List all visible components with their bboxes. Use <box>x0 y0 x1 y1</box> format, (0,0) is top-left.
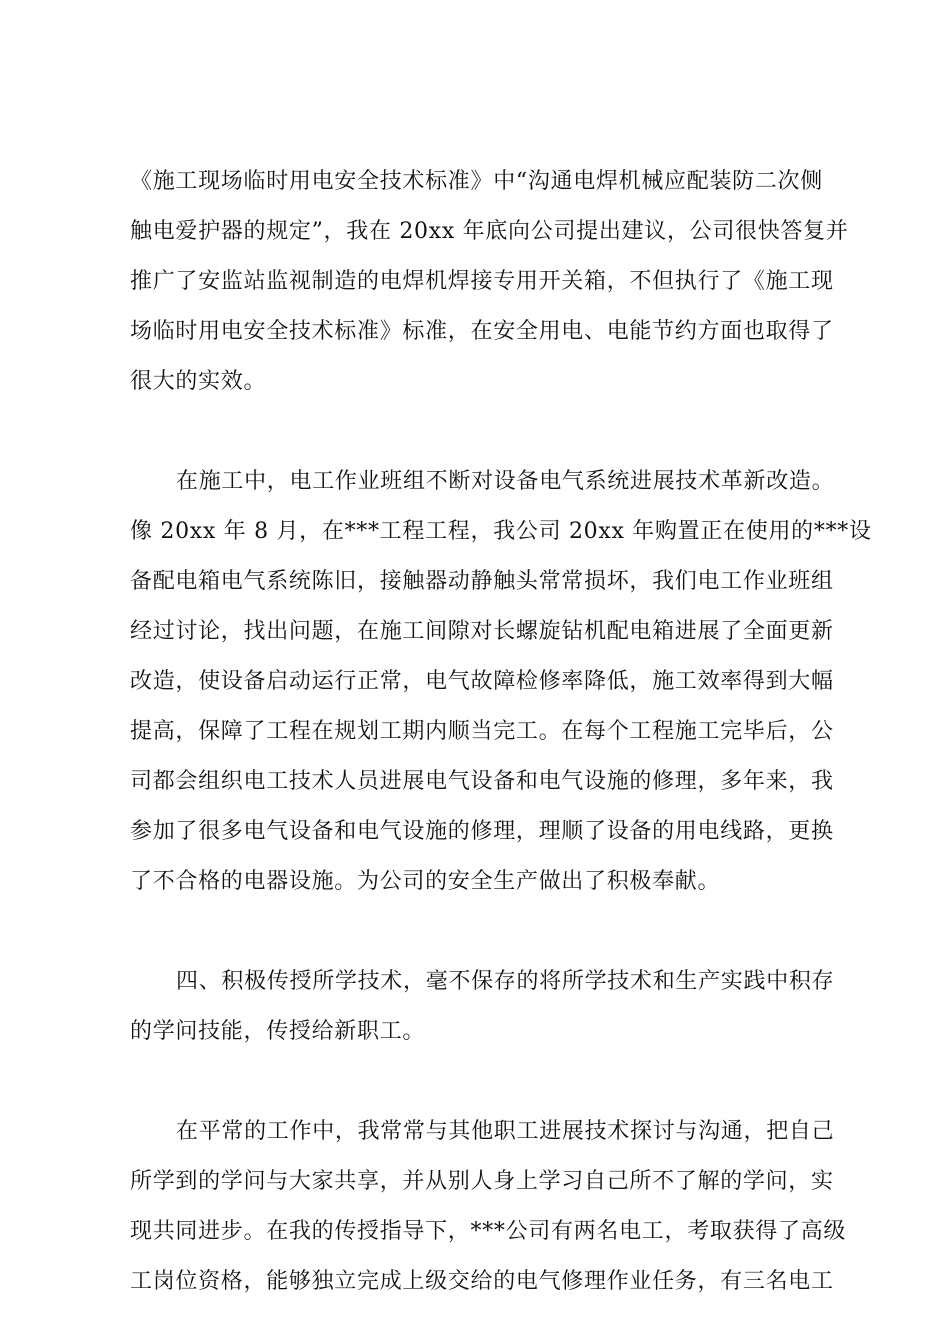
paragraph-line: 经过讨论，找出问题，在施工间隙对长螺旋钻机配电箱进展了全面更新 <box>130 619 834 644</box>
paragraph-line: 触电爱护器的规定”，我在 20xx 年底向公司提出建议，公司很快答复并 <box>130 219 849 244</box>
paragraph-line: 改造，使设备启动运行正常，电气故障检修率降低，施工效率得到大幅 <box>130 669 834 694</box>
paragraph-1 <box>130 157 849 407</box>
paragraph-3 <box>130 957 835 1057</box>
paragraph-line: 推广了安监站监视制造的电焊机焊接专用开关箱，不但执行了《施工现 <box>130 269 834 294</box>
paragraph-line: 现共同进步。在我的传授指导下，***公司有两名电工，考取获得了高级 <box>130 1219 847 1244</box>
paragraph-line: 很大的实效。 <box>130 369 267 394</box>
paragraph-line: 四、积极传授所学技术，毫不保存的将所学技术和生产实践中积存 <box>176 969 835 994</box>
document-body <box>130 157 872 1307</box>
paragraph-line: 备配电箱电气系统陈旧，接触器动静触头常常损坏，我们电工作业班组 <box>130 569 834 594</box>
paragraph-line: 像 20xx 年 8 月，在***工程工程，我公司 20xx 年购置正在使用的***设 <box>130 519 872 544</box>
paragraph-line: 工岗位资格，能够独立完成上级交给的电气修理作业任务，有三名电工 <box>130 1269 834 1294</box>
paragraph-line: 在平常的工作中，我常常与其他职工进展技术探讨与沟通，把自己 <box>176 1119 835 1144</box>
paragraph-spacer <box>130 1057 830 1107</box>
paragraph-line: 了不合格的电器设施。为公司的安全生产做出了积极奉献。 <box>130 869 721 894</box>
paragraph-line: 所学到的学问与大家共享，并从别人身上学习自己所不了解的学问，实 <box>130 1169 834 1194</box>
paragraph-line: 在施工中，电工作业班组不断对设备电气系统进展技术革新改造。 <box>176 469 835 494</box>
paragraph-spacer <box>130 907 830 957</box>
paragraph-line: 司都会组织电工技术人员进展电气设备和电气设施的修理，多年来，我 <box>130 769 834 794</box>
paragraph-spacer <box>130 407 830 457</box>
paragraph-line: 的学问技能，传授给新职工。 <box>130 1019 426 1044</box>
paragraph-line: 提高，保障了工程在规划工期内顺当完工。在每个工程施工完毕后，公 <box>130 719 834 744</box>
paragraph-line: 参加了很多电气设备和电气设施的修理，理顺了设备的用电线路，更换 <box>130 819 834 844</box>
paragraph-2 <box>130 457 872 907</box>
paragraph-line: 《施工现场临时用电安全技术标准》中“沟通电焊机械应配装防二次侧 <box>130 169 823 194</box>
paragraph-line: 场临时用电安全技术标准》标准，在安全用电、电能节约方面也取得了 <box>130 319 834 344</box>
paragraph-4 <box>130 1107 847 1307</box>
